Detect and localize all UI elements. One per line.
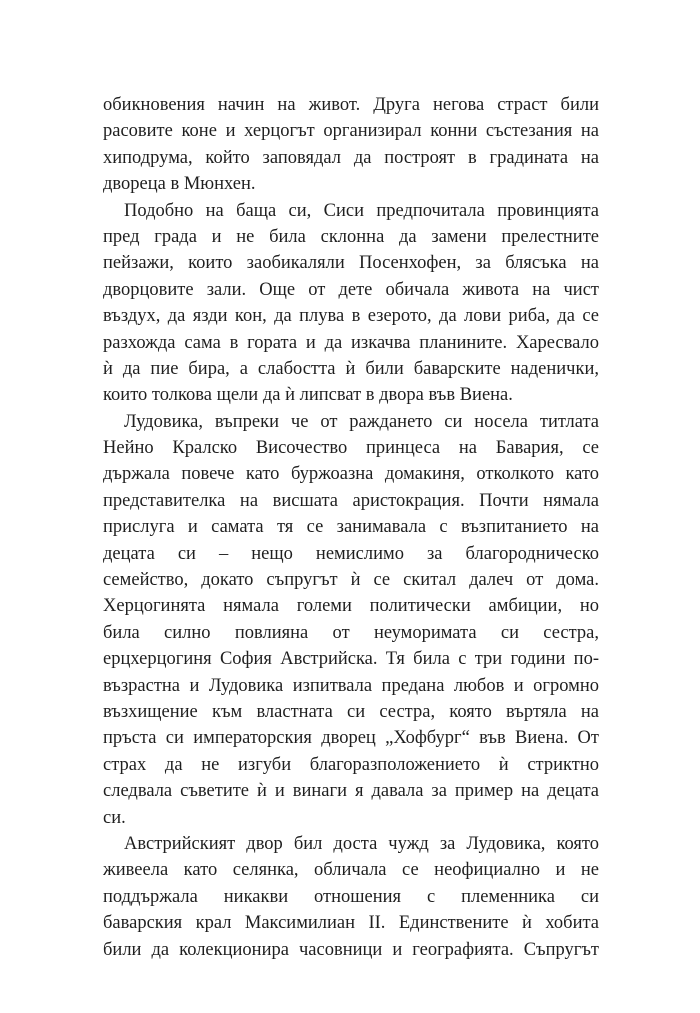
text-line: дворцовите зали. Още от дете обичала живота на чист — [103, 279, 599, 300]
text-line: баварския крал Максимилиан II. Единствените ѝ хобита — [103, 913, 599, 934]
text-line: семейство, докато съпругът ѝ се скитал далеч от дома. — [103, 570, 599, 591]
text-line: децата си – нещо немислимо за благородническо — [103, 543, 599, 564]
text-line: Австрийският двор бил доста чужд за Лудовика, която — [124, 833, 599, 854]
text-line: разхожда сама в гората и да изкачва планините. Харесвало — [103, 332, 599, 353]
text-line: ерцхерцогиня София Австрийска. Тя била с три години по- — [103, 649, 599, 670]
text-line: които толкова щели да ѝ липсват в двора във Виена. — [103, 385, 513, 406]
text-line: двореца в Мюнхен. — [103, 174, 256, 195]
text-line: обикновения начин на живот. Друга негова страст били — [103, 95, 599, 115]
text-line: Херцогинята нямала големи политически амбиции, но — [103, 596, 599, 617]
text-line: пръста си императорския дворец „Хофбург“ във Виена. От — [103, 728, 599, 749]
text-line: възрастна и Лудовика изпитвала предана любов и огромно — [103, 675, 599, 696]
book-page — [103, 92, 599, 963]
text-line: прислуга и самата тя се занимавала с възпитанието на — [103, 517, 599, 538]
text-line: въздух, да язди кон, да плува в езерото, да лови риба, да се — [103, 306, 599, 327]
text-line: следвала съветите ѝ и винаги я давала за пример на децата — [103, 781, 599, 802]
paragraph-3 — [103, 409, 599, 831]
text-line: поддържала никакви отношения с племенника си — [103, 886, 599, 907]
text-line: възхищение към властната си сестра, която въртяла на — [103, 701, 599, 722]
text-line: Нейно Кралско Височество принцеса на Бавария, се — [103, 438, 599, 459]
paragraph-2 — [103, 198, 599, 409]
text-line: ѝ да пие бира, а слабостта ѝ били баварските наденички, — [103, 358, 599, 379]
paragraph-1 — [103, 92, 599, 198]
text-line: си. — [103, 807, 126, 828]
text-line: била силно повлияна от неуморимата си сестра, — [103, 622, 599, 643]
text-line: страх да не изгуби благоразположението ѝ стриктно — [103, 754, 599, 775]
text-line: Подобно на баща си, Сиси предпочитала провинцията — [124, 200, 599, 221]
text-line: расовите коне и херцогът организирал конни състезания на — [103, 121, 599, 142]
text-line: хиподрума, който заповядал да построят в градината на — [103, 147, 599, 168]
text-line: били да колекционира часовници и географията. Съпругът — [103, 939, 599, 960]
paragraph-4 — [103, 831, 599, 963]
text-line: живеела като селянка, обличала се неофициално и не — [103, 860, 599, 881]
text-line: държала повече като буржоазна домакиня, отколкото като — [103, 464, 599, 485]
text-line: представителка на висшата аристокрация. Почти нямала — [103, 490, 599, 511]
text-line: пред града и не била склонна да замени прелестните — [103, 226, 599, 247]
text-line: пейзажи, които заобикаляли Посенхофен, за блясъка на — [103, 253, 599, 274]
text-line: Лудовика, въпреки че от раждането си носела титлата — [124, 411, 599, 432]
